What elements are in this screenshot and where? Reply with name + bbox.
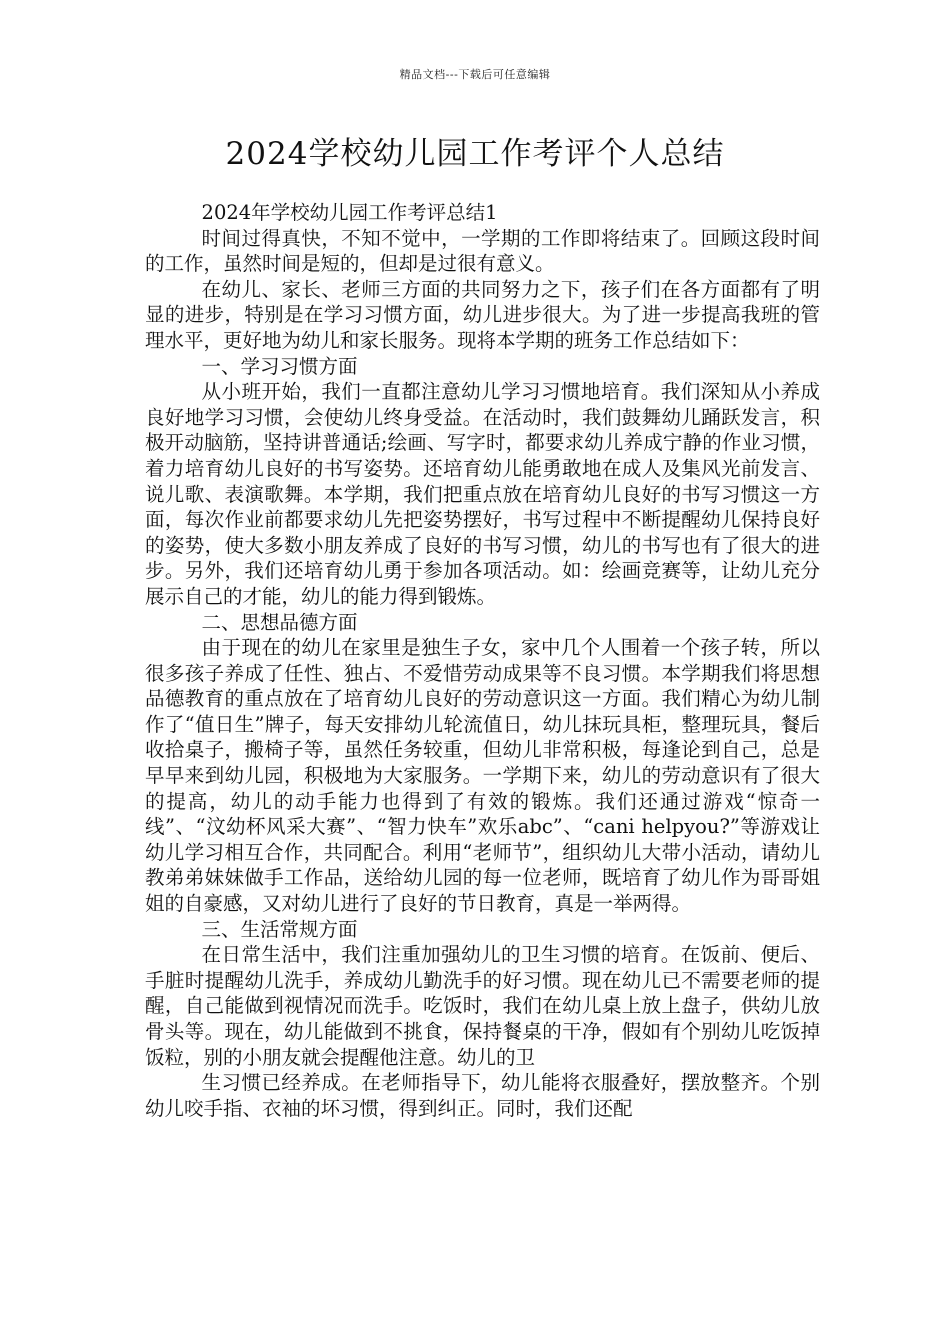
moral-education-paragraph: 由于现在的幼儿在家里是独生子女，家中几个人围着一个孩子转，所以很多孩子养成了任性、独占、不爱惜劳动成果等不良习惯。本学期我们将思想品德教育的重点放在了培育幼儿良好的劳动意识这一方面。我们精心为幼儿制作了“值日生”牌子，每天安排幼儿轮流值日，幼儿抹玩具柜，整理玩具，餐后收拾桌子，搬椅子等，虽然任务较重，但幼儿非常积极，每逢论到自己，总是早早来到幼儿园，积极地为大家服务。一学期下来，幼儿的劳动意识有了很大的提高，幼儿的动手能力也得到了有效的锻炼。我们还通过游戏“惊奇一线”、“汶幼杯风采大赛”、“智力快车”欢乐abc”、“cani helpyou?”等游戏让幼儿学习相互合作，共同配合。利用“老师节”，组织幼儿大带小活动，请幼儿教弟弟妹妹做手工作品，送给幼儿园的每一位老师，既培育了幼儿作为哥哥姐姐的自豪感，又对幼儿进行了良好的节日教育，真是一举两得。 [145,636,820,916]
heading-study-habits: 一、学习习惯方面 [201,354,358,378]
page-header-note: 精品文档---下载后可任意编辑 [399,68,551,81]
daily-routine-continued-paragraph: 生习惯已经养成。在老师指导下，幼儿能将衣服叠好，摆放整齐。个别幼儿咬手指、衣袖的坏习惯，得到纠正。同时，我们还配 [145,1071,820,1120]
daily-routine-paragraph: 在日常生活中，我们注重加强幼儿的卫生习惯的培育。在饭前、便后、手脏时提醒幼儿洗手，养成幼儿勤洗手的好习惯。现在幼儿已不需要老师的提醒，自己能做到视情况而洗手。吃饭时，我们在幼儿桌上放上盘子，供幼儿放骨头等。现在，幼儿能做到不挑食，保持餐桌的干净，假如有个别幼儿吃饭掉饭粒，别的小朋友就会提醒他注意。幼儿的卫 [145,943,820,1069]
intro-paragraph: 时间过得真快，不知不觉中，一学期的工作即将结束了。回顾这段时间的工作，虽然时间是短的，但却是过很有意义。 [145,226,820,276]
heading-moral-education: 二、思想品德方面 [201,610,358,634]
study-habits-paragraph: 从小班开始，我们一直都注意幼儿学习习惯地培育。我们深知从小养成良好地学习习惯，会使幼儿终身受益。在活动时，我们鼓舞幼儿踊跃发言，积极开动脑筋，坚持讲普通话;绘画、写字时，都要求幼儿养成宁静的作业习惯，着力培育幼儿良好的书写姿势。还培育幼儿能勇敢地在成人及集风光前发言、说儿歌、表演歌舞。本学期，我们把重点放在培育幼儿良好的书写习惯这一方面，每次作业前都要求幼儿先把姿势摆好，书写过程中不断提醒幼儿保持良好的姿势，使大多数小朋友养成了良好的书写习惯，幼儿的书写也有了很大的进步。另外，我们还培育幼儿勇于参加各项活动。如：绘画竞赛等，让幼儿充分展示自己的才能，幼儿的能力得到锻炼。 [145,380,820,608]
heading-daily-routine: 三、生活常规方面 [201,917,358,941]
document-title: 2024学校幼儿园工作考评个人总结 [225,136,725,172]
overview-paragraph: 在幼儿、家长、老师三方面的共同努力之下，孩子们在各方面都有了明显的进步，特别是在学习习惯方面，幼儿进步很大。为了进一步提高我班的管理水平，更好地为幼儿和家长服务。现将本学期的班务工作总结如下： [145,277,820,352]
document-body [145,200,820,1121]
section-subtitle: 2024年学校幼儿园工作考评总结1 [201,201,498,224]
